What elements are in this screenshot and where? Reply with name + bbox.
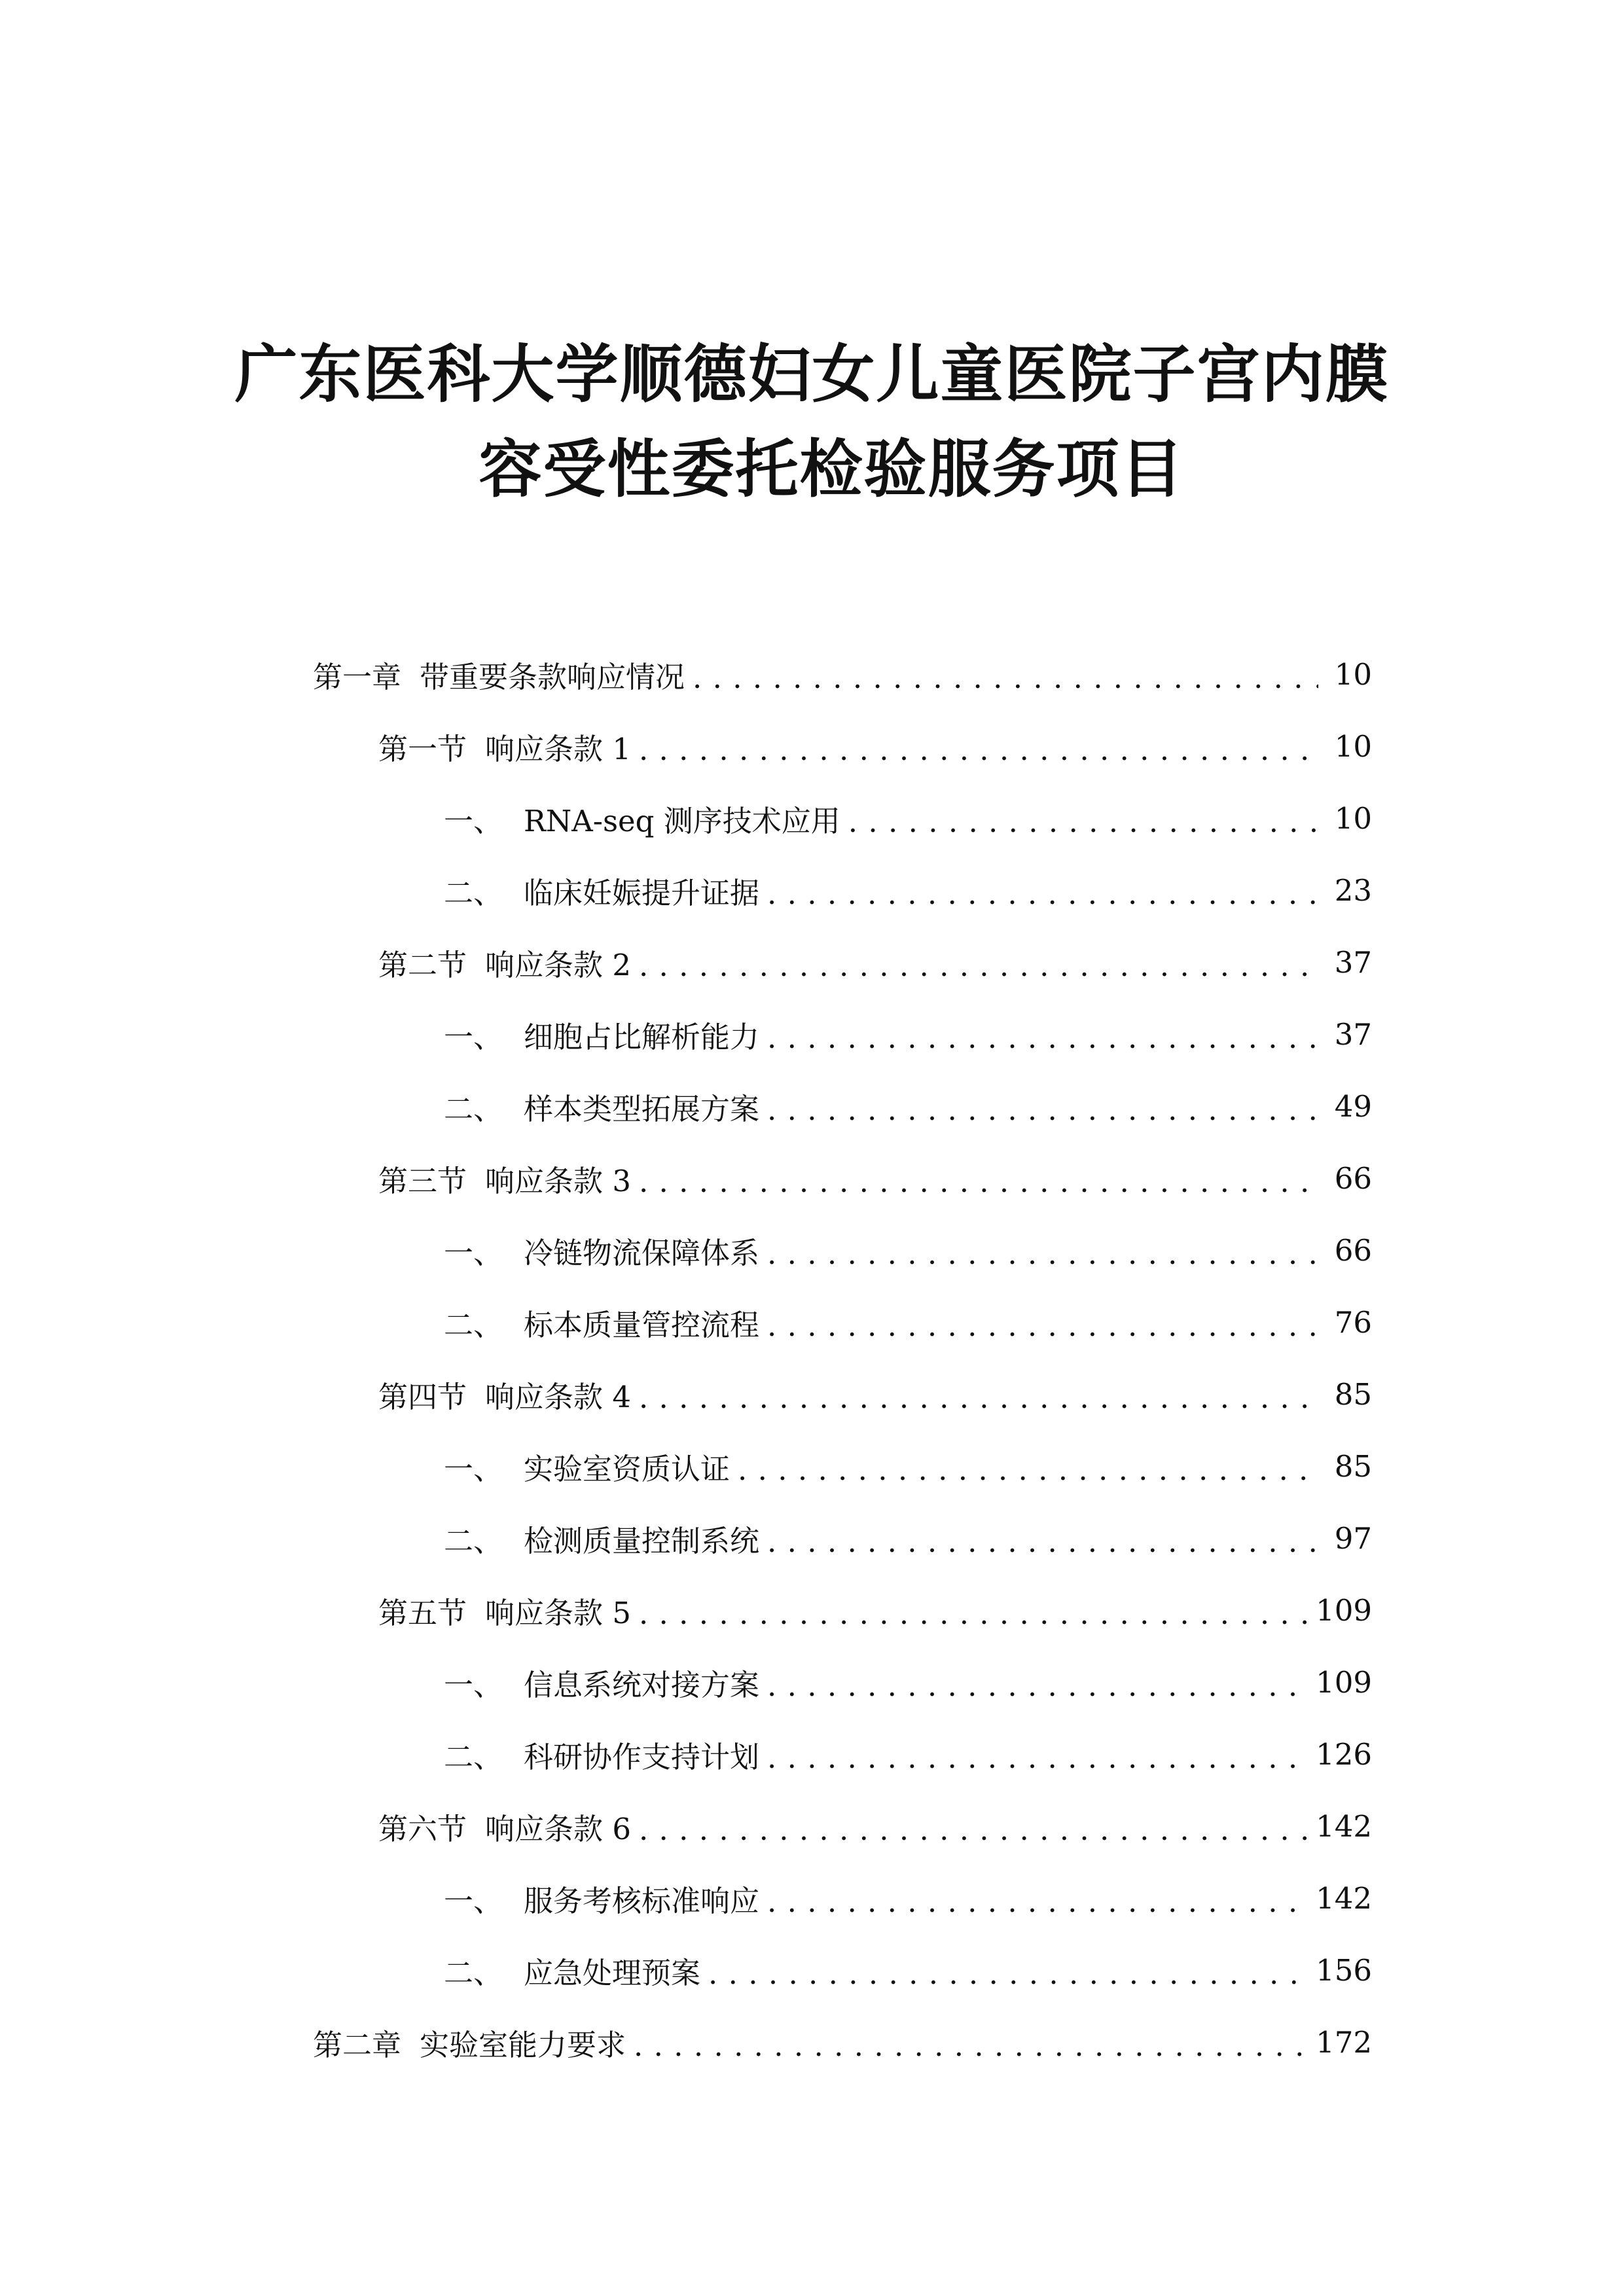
toc-entry-page: 109 <box>1316 1664 1372 1700</box>
toc-entry[interactable] <box>444 998 1372 1070</box>
toc-entry[interactable] <box>378 710 1372 782</box>
toc-entry-title: 响应条款 1 <box>485 731 631 766</box>
toc-dot-leader <box>639 1378 1318 1410</box>
toc-entry-page: 10 <box>1334 728 1372 764</box>
toc-entry-page: 142 <box>1316 1880 1372 1916</box>
toc-entry-number: 第五节 <box>378 1595 467 1630</box>
toc-dot-leader <box>639 730 1318 762</box>
toc-entry-title: 带重要条款响应情况 <box>420 659 685 694</box>
toc-dot-leader <box>708 1954 1308 1986</box>
toc-entry-title: 响应条款 2 <box>485 947 631 982</box>
toc-entry-number: 一、 <box>444 803 503 838</box>
toc-dot-leader <box>767 1522 1318 1554</box>
toc-dot-leader <box>693 658 1318 691</box>
toc-entry[interactable] <box>444 1502 1372 1574</box>
toc-entry-page: 109 <box>1316 1592 1372 1628</box>
toc-entry[interactable] <box>378 926 1372 998</box>
toc-entry-title: 实验室资质认证 <box>524 1451 731 1486</box>
toc-dot-leader <box>767 1306 1318 1338</box>
toc-entry[interactable] <box>313 2006 1372 2078</box>
document-title <box>0 327 1624 517</box>
toc-entry[interactable] <box>444 1934 1372 2006</box>
toc-entry-number: 一、 <box>444 1883 503 1918</box>
toc-entry-title: RNA-seq 测序技术应用 <box>524 803 840 838</box>
toc-entry-page: 172 <box>1316 2024 1372 2060</box>
toc-entry-page: 10 <box>1334 800 1372 836</box>
toc-entry-number: 一、 <box>444 1451 503 1486</box>
toc-entry-title: 信息系统对接方案 <box>524 1667 760 1702</box>
toc-entry-number: 二、 <box>444 875 503 910</box>
toc-entry-title: 细胞占比解析能力 <box>524 1019 760 1054</box>
toc-entry-number: 第三节 <box>378 1163 467 1198</box>
toc-entry-title: 响应条款 5 <box>485 1595 631 1630</box>
toc-entry-number: 第二节 <box>378 947 467 982</box>
toc-entry-number: 二、 <box>444 1955 503 1990</box>
toc-entry-number: 二、 <box>444 1307 503 1342</box>
toc-entry-number: 一、 <box>444 1019 503 1054</box>
toc-entry[interactable] <box>378 1358 1372 1430</box>
toc-entry-title: 临床妊娠提升证据 <box>524 875 760 910</box>
toc-entry-page: 23 <box>1334 872 1372 908</box>
toc-entry[interactable] <box>444 1646 1372 1718</box>
title-line-1: 广东医科大学顺德妇女儿童医院子宫内膜 <box>234 338 1390 411</box>
toc-entry-number: 一、 <box>444 1667 503 1702</box>
toc-entry[interactable] <box>444 1430 1372 1502</box>
toc-entry-page: 156 <box>1316 1952 1372 1988</box>
toc-entry-page: 66 <box>1334 1232 1372 1268</box>
toc-entry-page: 49 <box>1334 1088 1372 1124</box>
toc-entry-page: 10 <box>1334 656 1372 692</box>
toc-entry[interactable] <box>444 1070 1372 1142</box>
toc-entry-number: 二、 <box>444 1091 503 1126</box>
toc-entry-title: 响应条款 3 <box>485 1163 631 1198</box>
toc-dot-leader <box>767 1882 1308 1914</box>
toc-entry-title: 冷链物流保障体系 <box>524 1235 760 1270</box>
toc-entry[interactable] <box>378 1142 1372 1214</box>
toc-entry[interactable] <box>444 782 1372 854</box>
toc-entry-page: 37 <box>1334 1016 1372 1052</box>
toc-entry[interactable] <box>444 1718 1372 1790</box>
toc-entry[interactable] <box>444 1862 1372 1934</box>
toc-entry-page: 142 <box>1316 1808 1372 1844</box>
toc-entry-number: 第一节 <box>378 731 467 766</box>
toc-entry[interactable] <box>313 638 1372 710</box>
toc-entry-number: 第六节 <box>378 1811 467 1846</box>
toc-entry-number: 二、 <box>444 1739 503 1774</box>
toc-entry-number: 第二章 <box>313 2027 402 2062</box>
toc-entry-title: 标本质量管控流程 <box>524 1307 760 1342</box>
toc-entry-title: 响应条款 6 <box>485 1811 631 1846</box>
toc-dot-leader <box>639 1810 1308 1842</box>
toc-dot-leader <box>639 1162 1318 1194</box>
toc-dot-leader <box>767 1234 1318 1266</box>
toc-entry-number: 第四节 <box>378 1379 467 1414</box>
toc-entry-number: 一、 <box>444 1235 503 1270</box>
toc-dot-leader <box>634 2026 1308 2058</box>
toc-entry-title: 科研协作支持计划 <box>524 1739 760 1774</box>
toc-dot-leader <box>767 1090 1318 1122</box>
toc-dot-leader <box>639 946 1318 978</box>
toc-entry-page: 97 <box>1334 1520 1372 1556</box>
toc-dot-leader <box>848 802 1318 834</box>
toc-dot-leader <box>639 1594 1308 1626</box>
toc-entry-title: 实验室能力要求 <box>420 2027 626 2062</box>
toc-entry-title: 响应条款 4 <box>485 1379 631 1414</box>
toc-entry-page: 76 <box>1334 1304 1372 1340</box>
toc-dot-leader <box>767 1018 1318 1050</box>
toc-entry-page: 85 <box>1334 1376 1372 1412</box>
toc-entry-title: 样本类型拓展方案 <box>524 1091 760 1126</box>
toc-entry[interactable] <box>444 1214 1372 1286</box>
toc-entry-title: 检测质量控制系统 <box>524 1523 760 1558</box>
toc-entry-page: 66 <box>1334 1160 1372 1196</box>
toc-entry[interactable] <box>378 1574 1372 1646</box>
toc-entry[interactable] <box>444 854 1372 926</box>
toc-entry-title: 应急处理预案 <box>524 1955 701 1990</box>
toc-entry-page: 85 <box>1334 1448 1372 1484</box>
toc-entry-title: 服务考核标准响应 <box>524 1883 760 1918</box>
toc-entry[interactable] <box>444 1286 1372 1358</box>
toc-dot-leader <box>738 1450 1318 1482</box>
toc-entry-number: 第一章 <box>313 659 402 694</box>
toc-entry-page: 37 <box>1334 944 1372 980</box>
title-line-2: 容受性委托检验服务项目 <box>478 433 1185 506</box>
toc-dot-leader <box>767 1738 1308 1770</box>
toc-dot-leader <box>767 874 1318 906</box>
toc-entry-number: 二、 <box>444 1523 503 1558</box>
toc-entry[interactable] <box>378 1790 1372 1862</box>
toc-dot-leader <box>767 1666 1308 1698</box>
toc-entry-page: 126 <box>1316 1736 1372 1772</box>
